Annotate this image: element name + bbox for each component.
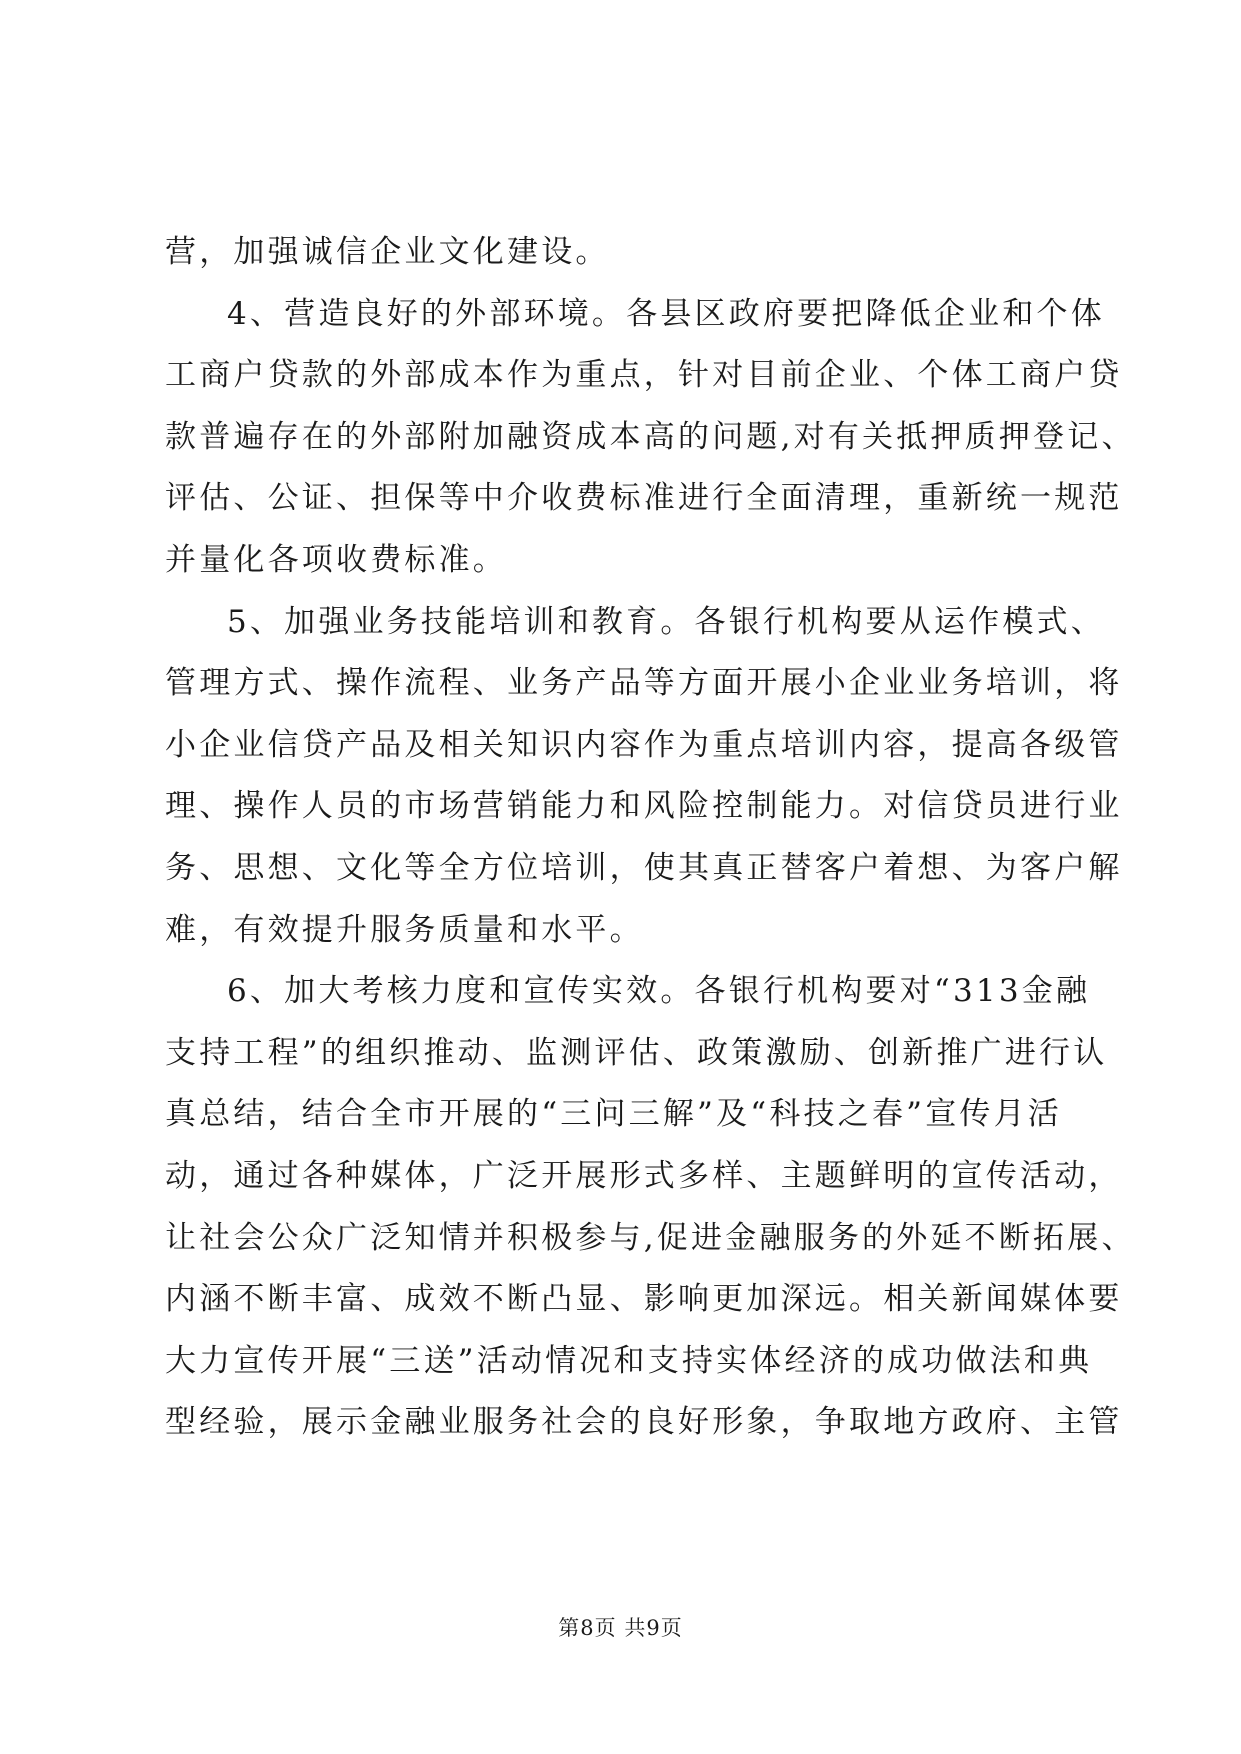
text-line: 6、加大考核力度和宣传实效。各银行机构要对“313金融	[227, 973, 1091, 1010]
text-line: 内涵不断丰富、成效不断凸显、影响更加深远。相关新闻媒体要	[165, 1281, 1123, 1318]
text-line: 管理方式、操作流程、业务产品等方面开展小企业业务培训，将	[165, 665, 1123, 702]
text-line: 4、营造良好的外部环境。各县区政府要把降低企业和个体	[227, 295, 1105, 332]
text-line: 务、思想、文化等全方位培训，使其真正替客户着想、为客户解	[165, 849, 1123, 886]
text-line: 动，通过各种媒体，广泛开展形式多样、主题鲜明的宣传活动，	[165, 1157, 1123, 1194]
text-line: 理、操作人员的市场营销能力和风险控制能力。对信贷员进行业	[165, 788, 1123, 825]
text-line: 并量化各项收费标准。	[165, 541, 507, 578]
text-line: 让社会公众广泛知情并积极参与,促进金融服务的外延不断拓展、	[165, 1219, 1136, 1256]
text-line: 小企业信贷产品及相关知识内容作为重点培训内容，提高各级管	[165, 726, 1123, 763]
text-line: 评估、公证、担保等中介收费标准进行全面清理，重新统一规范	[165, 480, 1123, 517]
page-number-footer: 第8页 共9页	[558, 1616, 683, 1640]
text-line: 型经验，展示金融业服务社会的良好形象，争取地方政府、主管	[165, 1404, 1123, 1441]
text-line: 难，有效提升服务质量和水平。	[165, 911, 644, 948]
text-line: 款普遍存在的外部附加融资成本高的问题,对有关抵押质押登记、	[165, 418, 1136, 455]
body-text	[165, 222, 1136, 1454]
text-line: 大力宣传开展“三送”活动情况和支持实体经济的成功做法和典	[165, 1342, 1093, 1379]
text-line: 5、加强业务技能培训和教育。各银行机构要从运作模式、	[227, 603, 1105, 640]
text-line: 支持工程”的组织推动、监测评估、政策激励、创新推广进行认	[165, 1034, 1108, 1071]
text-line: 真总结，结合全市开展的“三问三解”及“科技之春”宣传月活	[165, 1096, 1062, 1133]
text-line: 工商户贷款的外部成本作为重点，针对目前企业、个体工商户贷	[165, 357, 1123, 394]
text-line: 营，加强诚信企业文化建设。	[165, 234, 610, 270]
